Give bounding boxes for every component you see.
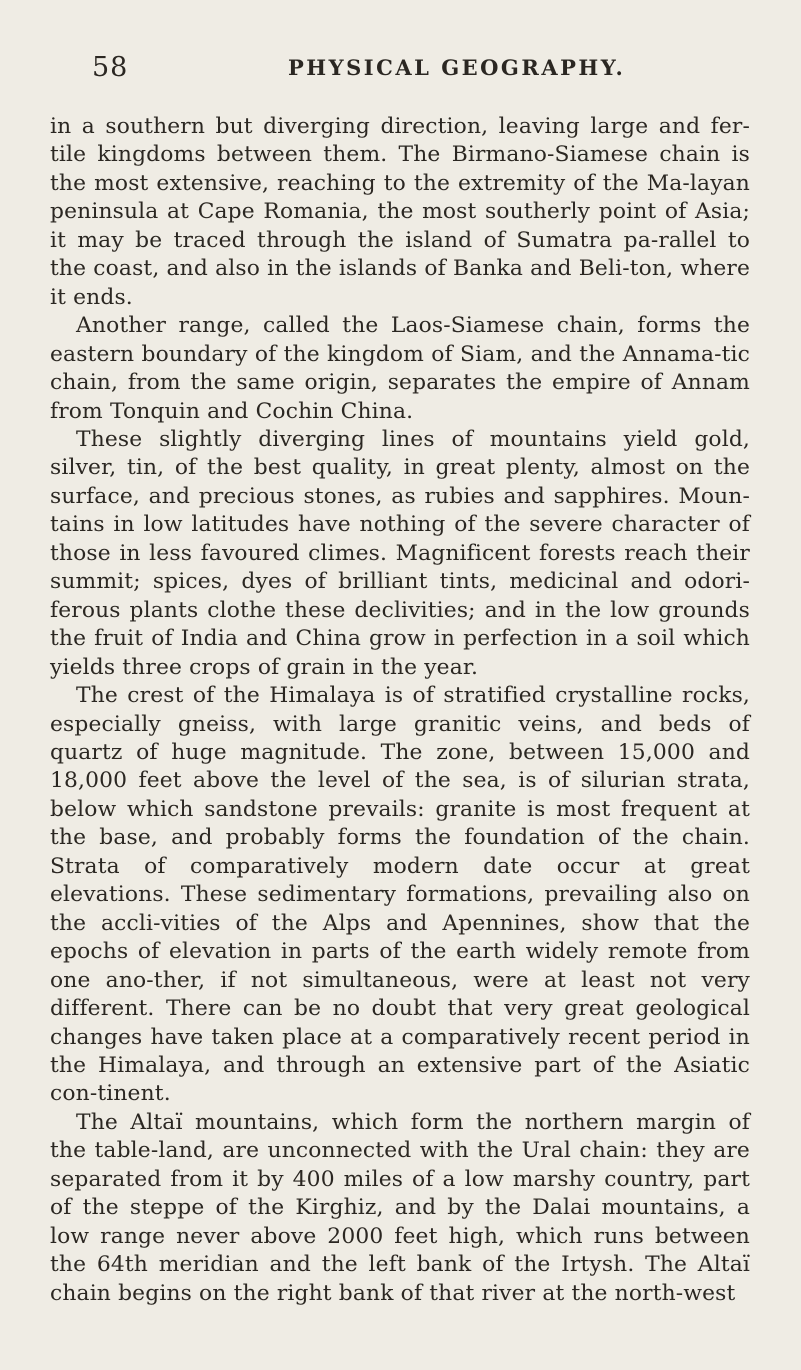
paragraph: The Altaï mountains, which form the northern margin of the table-land, are unconnected with the Ural chain: they are separated from it by 400 miles of a low marshy country, part of the steppe of the Kirghiz, and by the Dalai mountains, a low range never above 2000 feet high, which runs between the 64th meridian and the left bank of the Irtysh. The Altaï chain begins on the right bank of that river at the north-west — [50, 1109, 750, 1306]
body-text — [50, 113, 750, 1308]
page-header — [92, 52, 741, 92]
running-title: PHYSICAL GEOGRAPHY. — [288, 55, 626, 80]
page-number: 58 — [92, 52, 129, 83]
paragraph: The crest of the Himalaya is of stratified crystalline rocks, especially gneiss, with large granitic veins, and beds of quartz of huge magnitude. The zone, between 15,000 and 18,000 feet above the level of the sea, is of silurian strata, below which sandstone prevails: granite is most frequent at the base, and probably forms the foundation of the chain. Strata of comparatively modern date occur at great elevations. These sedimentary formations, prevailing also on the accli-vities of the Alps and Apennines, show that the epochs of elevation in parts of the earth widely remote from one ano-ther, if not simultaneous, were at least not very different. There can be no doubt that very great geological changes have taken place at a comparatively recent period in the Himalaya, and through an extensive part of the Asiatic con-tinent. — [50, 683, 750, 1107]
paragraph: These slightly diverging lines of mountains yield gold, silver, tin, of the best quality, in great plenty, almost on the surface, and precious stones, as rubies and sapphires. Moun-tains in low latitudes have nothing of the severe character of those in less favoured climes. Magnificent forests reach their summit; spices, dyes of brilliant tints, medicinal and odori-ferous plants clothe these declivities; and in the low grounds the fruit of India and China grow in perfection in a soil which yields three crops of grain in the year. — [50, 426, 750, 680]
paragraph: in a southern but diverging direction, leaving large and fer-tile kingdoms between them. The Birmano-Siamese chain is the most extensive, reaching to the extremity of the Ma-layan peninsula at Cape Romania, the most southerly point of Asia; it may be traced through the island of Sumatra pa-rallel to the coast, and also in the islands of Banka and Beli-ton, where it ends. — [50, 114, 750, 310]
paragraph: Another range, called the Laos-Siamese chain, forms the eastern boundary of the kingdom of Siam, and the Annama-tic chain, from the same origin, separates the empire of Annam from Tonquin and Cochin China. — [50, 313, 750, 424]
